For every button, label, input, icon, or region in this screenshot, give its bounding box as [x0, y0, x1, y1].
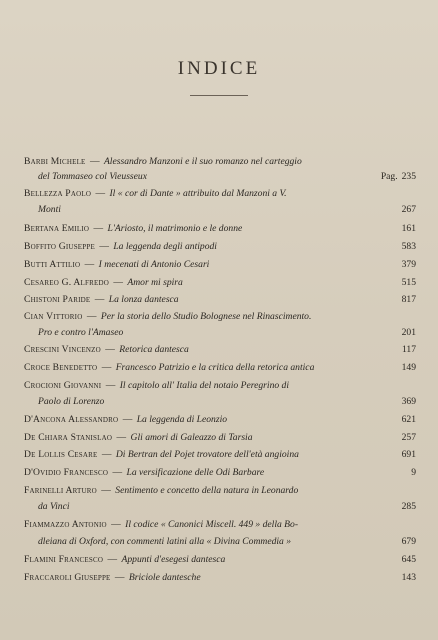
entry-title: Sentimento e concetto della natura in Leonardo — [115, 485, 299, 496]
entry-page-value: 9 — [411, 467, 416, 478]
entry-page-value: 267 — [401, 204, 416, 215]
entry-page-number — [399, 222, 416, 236]
entry-dash: — — [99, 362, 114, 373]
entry-page-value: 621 — [401, 414, 416, 425]
entry-page-value: 379 — [401, 259, 416, 270]
entry-page-number — [399, 293, 416, 307]
index-entry — [24, 431, 416, 445]
entry-dash: — — [92, 294, 107, 305]
entry-author: Bellezza Paolo — [24, 188, 92, 199]
entry-dash: — — [93, 188, 108, 199]
entry-title: Il codice « Canonici Miscell. 449 » della Bo- — [125, 519, 299, 530]
index-entry — [24, 448, 416, 462]
entry-title: Appunti d'esegesi dantesca — [121, 554, 226, 565]
entry-page-number — [399, 571, 416, 585]
index-entry — [24, 518, 416, 532]
entry-dash: — — [98, 485, 114, 496]
entry-page-value: 691 — [401, 449, 416, 460]
entry-page-number — [399, 395, 416, 409]
entry-dash: — — [108, 519, 124, 530]
index-entry — [24, 276, 416, 290]
entry-page-abbrev: Pag. — [380, 171, 398, 182]
entry-author: Crocioni Giovanni — [24, 380, 102, 391]
entry-title: La leggenda degli antipodi — [113, 241, 217, 252]
entry-author: De Lollis Cesare — [24, 449, 98, 460]
entry-page-number — [399, 203, 416, 217]
entry-page-number — [399, 553, 416, 567]
entry-page-value: 515 — [401, 277, 416, 288]
entry-page-number — [399, 276, 416, 290]
entry-page-value: 257 — [401, 432, 416, 443]
entry-dash: — — [99, 449, 114, 460]
entry-page-number — [399, 343, 416, 357]
index-entry — [24, 361, 416, 375]
entry-title-continued: Pro e contro l'Amaseo — [38, 327, 124, 338]
entry-author: Barbi Michele — [24, 156, 86, 167]
entry-title: La leggenda di Leonzio — [136, 414, 228, 425]
index-entry — [24, 187, 416, 201]
entry-author: Croce Benedetto — [24, 362, 98, 373]
entry-page-value: 235 — [401, 171, 416, 182]
entry-author: Fraccaroli Giuseppe — [24, 572, 111, 583]
index-entry — [24, 571, 416, 585]
entry-title: Gli amori di Galeazzo di Tarsia — [130, 432, 253, 443]
entry-page-value: 645 — [401, 554, 416, 565]
entry-title: Alessandro Manzoni e il suo romanzo nel carteggio — [103, 156, 302, 167]
entry-page-number — [399, 326, 416, 340]
page-title: INDICE — [177, 58, 261, 79]
index-entry — [24, 310, 416, 324]
index-entry-continuation — [38, 500, 416, 514]
entry-page-value: 817 — [401, 294, 416, 305]
entry-author: Farinelli Arturo — [24, 485, 97, 496]
entry-page-value: 201 — [401, 327, 416, 338]
index-entry — [24, 553, 416, 567]
entry-title: Francesco Patrizio e la critica della retorica antica — [115, 362, 315, 373]
entry-dash: — — [110, 277, 126, 288]
index-entry-continuation — [38, 395, 416, 409]
entry-page-number — [378, 170, 416, 184]
entry-page-value: 143 — [401, 572, 416, 583]
entry-title: Per la storia dello Studio Bolognese nel Rinascimento. — [100, 311, 312, 322]
entry-dash: — — [105, 554, 120, 565]
index-entry-continuation — [38, 535, 416, 549]
entry-dash: — — [120, 414, 135, 425]
index-entry — [24, 379, 416, 393]
entry-dash: — — [114, 432, 129, 443]
entry-page-number — [399, 431, 416, 445]
index-entry-continuation — [38, 326, 416, 340]
entry-page-value: 161 — [401, 223, 416, 234]
entry-dash: — — [91, 223, 106, 234]
entry-title: I mecenati di Antonio Cesari — [98, 259, 210, 270]
entry-title-continued: da Vinci — [38, 501, 70, 512]
entry-page-number — [408, 466, 416, 480]
entry-author: D'Ovidio Francesco — [24, 467, 109, 478]
entry-author: De Chiara Stanislao — [24, 432, 113, 443]
entry-page-value: 369 — [401, 396, 416, 407]
entry-author: Bertana Emilio — [24, 223, 90, 234]
entry-page-value: 285 — [401, 501, 416, 512]
entry-page-value: 679 — [401, 536, 416, 547]
index-entry — [24, 484, 416, 498]
entry-author: Fiammazzo Antonio — [24, 519, 107, 530]
index-entry — [24, 466, 416, 480]
entry-title: Amor mi spira — [127, 277, 183, 288]
entry-author: Boffito Giuseppe — [24, 241, 95, 252]
entry-title: Di Bertran del Pojet trovatore dell'età angioina — [115, 449, 299, 460]
entry-dash: — — [103, 380, 118, 391]
entry-author: Butti Attilio — [24, 259, 81, 270]
entry-page-number — [399, 240, 416, 254]
entry-title: Il « cor di Dante » attribuito dal Manzoni a V. — [109, 188, 287, 199]
entry-title-continued: Monti — [38, 204, 61, 215]
entry-dash: — — [82, 259, 97, 270]
entry-title-continued: Paolo di Lorenzo — [38, 396, 105, 407]
entry-page-number — [399, 413, 416, 427]
entry-page-value: 583 — [401, 241, 416, 252]
entry-author: Cian Vittorio — [24, 311, 83, 322]
entry-title: La lonza dantesca — [108, 294, 179, 305]
entry-dash: — — [87, 156, 102, 167]
entry-dash: — — [110, 467, 125, 478]
entry-page-number — [399, 258, 416, 272]
entry-title-continued: del Tommaseo col Vieusseux — [38, 171, 147, 182]
entry-title: Il capitolo all' Italia del notaio Peregrino di — [119, 380, 290, 391]
entry-page-number — [399, 500, 416, 514]
entry-page-number — [399, 535, 416, 549]
entry-author: Chistoni Paride — [24, 294, 91, 305]
entry-page-value: 117 — [401, 344, 416, 355]
index-entry-continuation — [38, 203, 416, 217]
entry-page-value: 149 — [401, 362, 416, 373]
entry-dash: — — [102, 344, 118, 355]
entry-page-number — [399, 361, 416, 375]
entry-title: Briciole dantesche — [128, 572, 201, 583]
index-entry-continuation — [38, 170, 416, 184]
entry-author: Cesareo G. Alfredo — [24, 277, 109, 288]
entry-author: Flamini Francesco — [24, 554, 104, 565]
entry-title: L'Ariosto, il matrimonio e le donne — [107, 223, 243, 234]
entry-title: La versificazione delle Odi Barbare — [126, 467, 265, 478]
index-entry — [24, 343, 416, 357]
index-entry — [24, 240, 416, 254]
entry-author: Crescini Vincenzo — [24, 344, 101, 355]
entry-dash: — — [112, 572, 127, 583]
index-entry — [24, 413, 416, 427]
entry-author: D'Ancona Alessandro — [24, 414, 119, 425]
index-entry — [24, 155, 416, 169]
entry-dash: — — [84, 311, 99, 322]
entry-dash: — — [96, 241, 112, 252]
entry-title: Retorica dantesca — [119, 344, 189, 355]
entry-page-number — [399, 448, 416, 462]
index-entry — [24, 258, 416, 272]
entry-title-continued: dleiana di Oxford, con commenti latini alla « Divina Commedia » — [38, 536, 292, 547]
index-entry — [24, 222, 416, 236]
index-entry — [24, 293, 416, 307]
